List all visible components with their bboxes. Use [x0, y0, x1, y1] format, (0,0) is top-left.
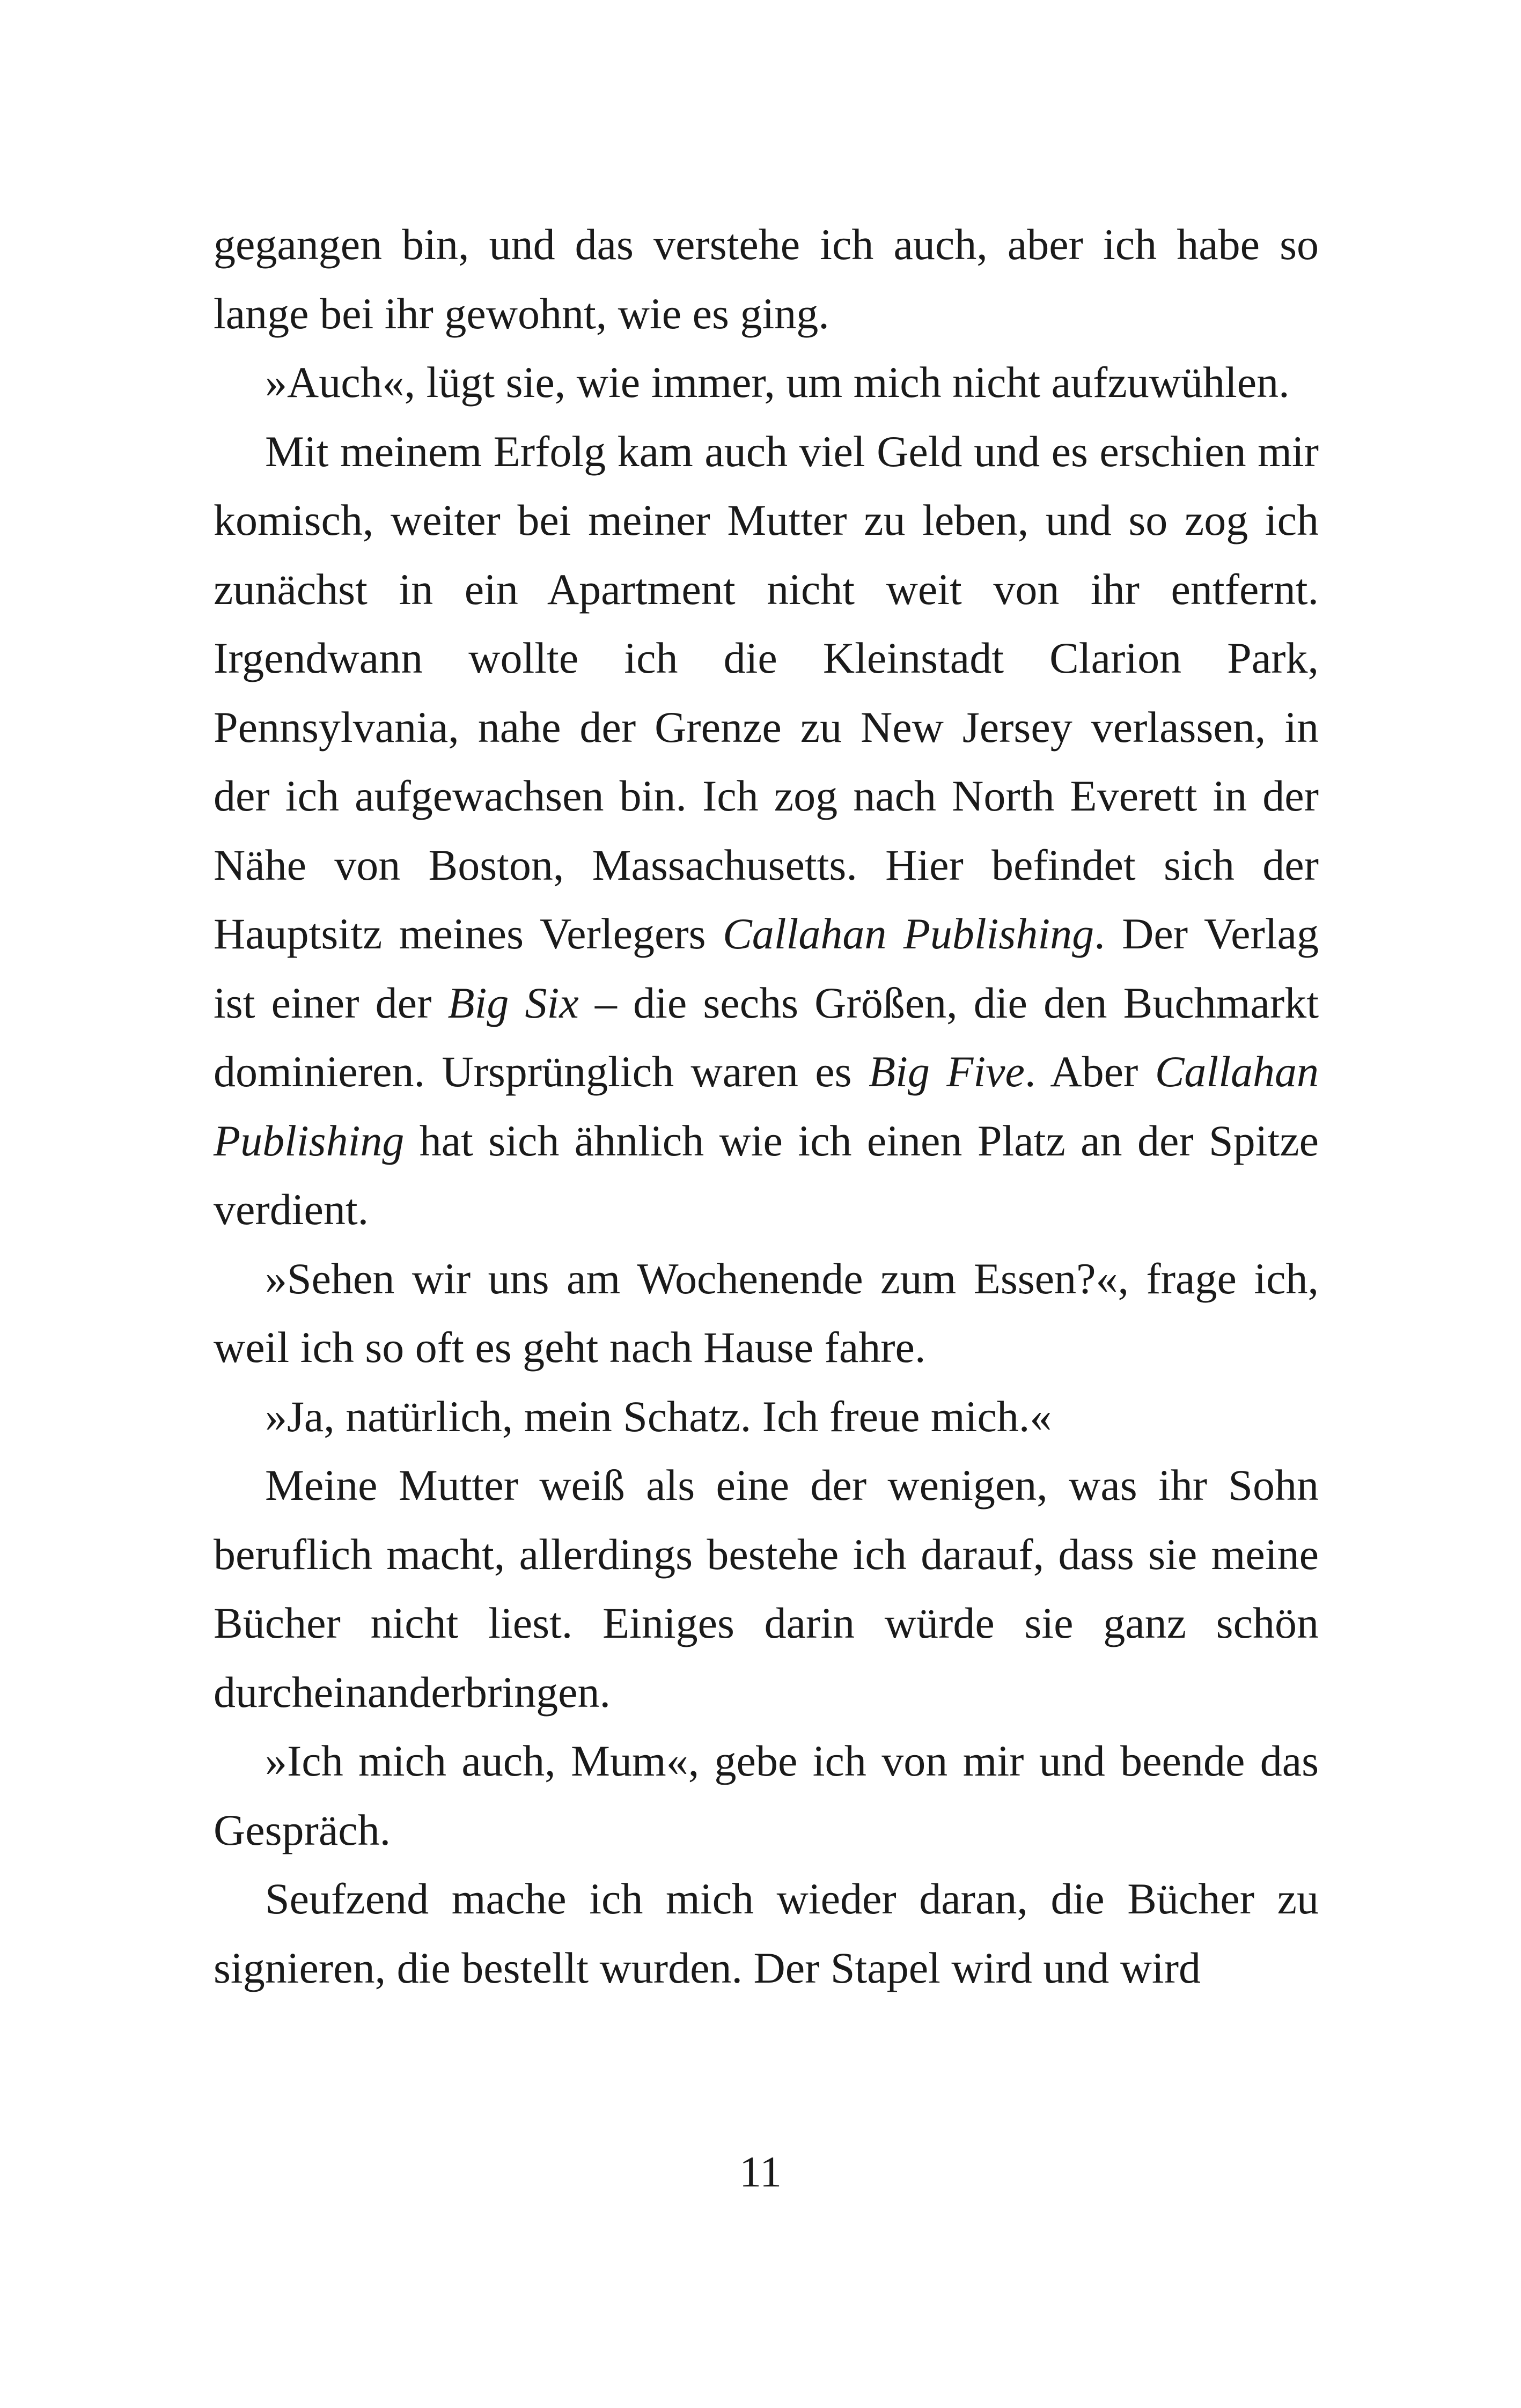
text-span: Meine Mutter weiß als eine der wenigen, was ihr Sohn beruflich macht, allerdings bestehe ich darauf, dass sie meine Bücher nicht liest. Einiges darin würde sie ganz schön durcheinanderbringen. [214, 1461, 1319, 1717]
text-span: »Auch«, lügt sie, wie immer, um mich nicht aufzuwühlen. [265, 358, 1290, 407]
paragraph-2 [214, 348, 1319, 417]
text-span: »Ja, natürlich, mein Schatz. Ich freue mich.« [265, 1391, 1052, 1441]
text-span: . Aber [1024, 1047, 1155, 1096]
paragraph-4 [214, 1244, 1319, 1382]
text-span: »Ich mich auch, Mum«, gebe ich von mir und beende das Gespräch. [214, 1736, 1319, 1854]
italic-big-five: Big Five [868, 1047, 1025, 1096]
italic-big-six: Big Six [447, 978, 579, 1027]
italic-publisher-name: Callahan Publishing [214, 1047, 1319, 1165]
text-span: »Sehen wir uns am Wochenende zum Essen?«, frage ich, weil ich so oft es geht nach Hause fahre. [214, 1254, 1319, 1372]
text-span: Seufzend mache ich mich wieder daran, die Bücher zu signieren, die bestellt wurden. Der Stapel wird und wird [214, 1874, 1319, 1992]
body-text [214, 210, 1319, 2002]
text-span: gegangen bin, und das verstehe ich auch, aber ich habe so lange bei ihr gewohnt, wie es ging. [214, 220, 1319, 338]
page-number: 11 [739, 2147, 782, 2196]
text-span: hat sich ähnlich wie ich einen Platz an der Spitze verdient. [214, 1116, 1319, 1234]
text-span: – die sechs Größen, die den Buchmarkt dominieren. Ursprünglich waren es [214, 978, 1319, 1096]
paragraph-6 [214, 1451, 1319, 1727]
text-span: . Der Verlag ist einer der [214, 909, 1319, 1027]
text-span: Mit meinem Erfolg kam auch viel Geld und es erschien mir komisch, weiter bei meiner Mutter zu leben, und so zog ich zunächst in ein Apartment nicht weit von ihr entfernt. Irgendwann wollte ich die Kleinstadt Clarion Park, Pennsylvania, nahe der Grenze zu New Jersey verlassen, in der ich aufgewachsen bin. Ich zog nach North Everett in der Nähe von Boston, Massachusetts. Hier befindet sich der Hauptsitz meines Verlegers [214, 426, 1319, 958]
paragraph-8 [214, 1865, 1319, 2002]
paragraph-5 [214, 1382, 1319, 1452]
paragraph-7 [214, 1727, 1319, 1865]
italic-publisher-name: Callahan Publishing [723, 909, 1094, 958]
paragraph-1 [214, 210, 1319, 348]
paragraph-3 [214, 417, 1319, 1244]
